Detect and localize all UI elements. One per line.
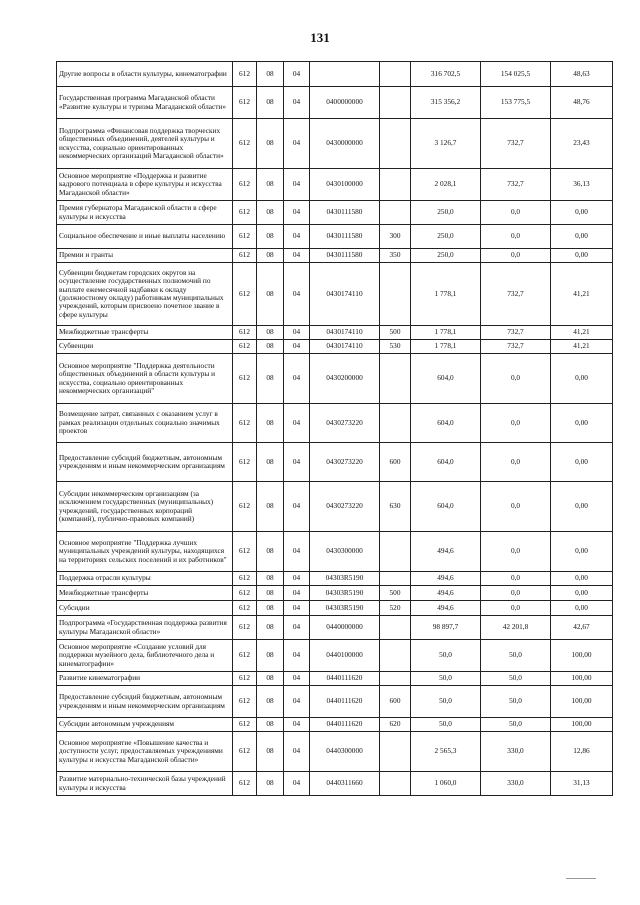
row-subsection-cell: 04 bbox=[284, 119, 310, 169]
row-subsection-cell: 04 bbox=[284, 616, 310, 640]
row-grbs-cell: 612 bbox=[233, 616, 257, 640]
row-target-article-cell: 04303R5190 bbox=[310, 586, 380, 601]
table-row bbox=[57, 119, 613, 169]
row-approved-amount-cell: 315 356,2 bbox=[411, 87, 481, 119]
row-target-article-cell: 0430111580 bbox=[310, 249, 380, 263]
row-executed-amount-cell: 50,0 bbox=[481, 686, 551, 718]
row-section-cell: 08 bbox=[257, 225, 284, 249]
row-approved-amount-cell: 494,6 bbox=[411, 601, 481, 616]
row-expense-type-cell bbox=[380, 354, 411, 404]
row-execution-percent-cell: 0,00 bbox=[551, 201, 613, 225]
row-grbs-cell: 612 bbox=[233, 772, 257, 796]
row-name-cell: Основное мероприятие «Создание условий для поддержки музейного дела, библиотечного дела и кинематографии» bbox=[57, 640, 233, 672]
row-approved-amount-cell: 3 126,7 bbox=[411, 119, 481, 169]
row-expense-type-cell bbox=[380, 87, 411, 119]
row-target-article-cell: 0430174110 bbox=[310, 340, 380, 354]
row-name-cell: Субсидии некоммерческим организациям (за исключением государственных (муниципальных) учреждений, государственных корпораций (компаний), публично-правовых компаний) bbox=[57, 482, 233, 532]
row-name-cell: Государственная программа Магаданской области «Развитие культуры и туризма Магаданской области» bbox=[57, 87, 233, 119]
row-approved-amount-cell: 250,0 bbox=[411, 225, 481, 249]
row-subsection-cell: 04 bbox=[284, 532, 310, 572]
row-executed-amount-cell: 0,0 bbox=[481, 201, 551, 225]
row-target-article-cell: 0430273220 bbox=[310, 482, 380, 532]
row-name-cell: Основное мероприятие «Повышение качества и доступности услуг, предоставляемых учреждениями культуры и искусства Магаданской области» bbox=[57, 732, 233, 772]
row-section-cell: 08 bbox=[257, 354, 284, 404]
row-executed-amount-cell: 732,7 bbox=[481, 340, 551, 354]
row-name-cell: Основное мероприятие "Поддержка деятельности общественных объединений в области культуры и искусства, социально ориентированных некоммерческих организаций" bbox=[57, 354, 233, 404]
row-name-cell: Развитие материально-технической базы учреждений культуры и искусства bbox=[57, 772, 233, 796]
table-row bbox=[57, 249, 613, 263]
row-subsection-cell: 04 bbox=[284, 718, 310, 732]
row-executed-amount-cell: 0,0 bbox=[481, 482, 551, 532]
row-expense-type-cell bbox=[380, 201, 411, 225]
row-name-cell: Межбюджетные трансферты bbox=[57, 586, 233, 601]
row-expense-type-cell: 300 bbox=[380, 225, 411, 249]
row-section-cell: 08 bbox=[257, 340, 284, 354]
row-grbs-cell: 612 bbox=[233, 718, 257, 732]
row-target-article-cell: 0430273220 bbox=[310, 443, 380, 482]
row-section-cell: 08 bbox=[257, 772, 284, 796]
row-executed-amount-cell: 330,0 bbox=[481, 772, 551, 796]
row-subsection-cell: 04 bbox=[284, 169, 310, 201]
row-expense-type-cell: 620 bbox=[380, 718, 411, 732]
row-target-article-cell: 0430111580 bbox=[310, 225, 380, 249]
row-executed-amount-cell: 330,0 bbox=[481, 732, 551, 772]
row-target-article-cell bbox=[310, 62, 380, 87]
table-row bbox=[57, 732, 613, 772]
row-execution-percent-cell: 36,13 bbox=[551, 169, 613, 201]
row-executed-amount-cell: 0,0 bbox=[481, 443, 551, 482]
row-section-cell: 08 bbox=[257, 616, 284, 640]
row-grbs-cell: 612 bbox=[233, 119, 257, 169]
row-target-article-cell: 0430111580 bbox=[310, 201, 380, 225]
row-expense-type-cell bbox=[380, 572, 411, 586]
row-subsection-cell: 04 bbox=[284, 443, 310, 482]
row-expense-type-cell: 500 bbox=[380, 326, 411, 340]
row-subsection-cell: 04 bbox=[284, 87, 310, 119]
row-expense-type-cell bbox=[380, 672, 411, 686]
table-row bbox=[57, 62, 613, 87]
row-approved-amount-cell: 604,0 bbox=[411, 354, 481, 404]
row-approved-amount-cell: 494,6 bbox=[411, 572, 481, 586]
row-name-cell: Премия губернатора Магаданской области в сфере культуры и искусства bbox=[57, 201, 233, 225]
row-grbs-cell: 612 bbox=[233, 169, 257, 201]
row-execution-percent-cell: 0,00 bbox=[551, 482, 613, 532]
table-row bbox=[57, 686, 613, 718]
row-expense-type-cell bbox=[380, 404, 411, 443]
row-executed-amount-cell: 0,0 bbox=[481, 532, 551, 572]
row-subsection-cell: 04 bbox=[284, 62, 310, 87]
row-approved-amount-cell: 1 778,1 bbox=[411, 263, 481, 326]
row-executed-amount-cell: 153 775,5 bbox=[481, 87, 551, 119]
row-subsection-cell: 04 bbox=[284, 482, 310, 532]
row-execution-percent-cell: 23,43 bbox=[551, 119, 613, 169]
row-executed-amount-cell: 0,0 bbox=[481, 404, 551, 443]
row-target-article-cell: 0440311660 bbox=[310, 772, 380, 796]
row-section-cell: 08 bbox=[257, 169, 284, 201]
scan-mark bbox=[566, 878, 596, 879]
row-target-article-cell: 0430300000 bbox=[310, 532, 380, 572]
table-row bbox=[57, 169, 613, 201]
row-executed-amount-cell: 0,0 bbox=[481, 249, 551, 263]
row-executed-amount-cell: 154 025,5 bbox=[481, 62, 551, 87]
row-section-cell: 08 bbox=[257, 263, 284, 326]
row-subsection-cell: 04 bbox=[284, 672, 310, 686]
row-execution-percent-cell: 0,00 bbox=[551, 572, 613, 586]
row-section-cell: 08 bbox=[257, 443, 284, 482]
budget-table-body bbox=[57, 62, 613, 796]
row-section-cell: 08 bbox=[257, 732, 284, 772]
row-subsection-cell: 04 bbox=[284, 354, 310, 404]
row-section-cell: 08 bbox=[257, 62, 284, 87]
row-approved-amount-cell: 494,6 bbox=[411, 586, 481, 601]
row-grbs-cell: 612 bbox=[233, 686, 257, 718]
row-name-cell: Поддержка отрасли культуры bbox=[57, 572, 233, 586]
row-target-article-cell: 0440100000 bbox=[310, 640, 380, 672]
row-name-cell: Межбюджетные трансферты bbox=[57, 326, 233, 340]
row-target-article-cell: 0430273220 bbox=[310, 404, 380, 443]
row-grbs-cell: 612 bbox=[233, 443, 257, 482]
row-grbs-cell: 612 bbox=[233, 672, 257, 686]
row-grbs-cell: 612 bbox=[233, 404, 257, 443]
row-execution-percent-cell: 41,21 bbox=[551, 326, 613, 340]
row-target-article-cell: 04303R5190 bbox=[310, 601, 380, 616]
row-execution-percent-cell: 0,00 bbox=[551, 532, 613, 572]
row-grbs-cell: 612 bbox=[233, 62, 257, 87]
table-row bbox=[57, 672, 613, 686]
row-grbs-cell: 612 bbox=[233, 87, 257, 119]
row-approved-amount-cell: 50,0 bbox=[411, 672, 481, 686]
row-section-cell: 08 bbox=[257, 532, 284, 572]
row-grbs-cell: 612 bbox=[233, 640, 257, 672]
row-grbs-cell: 612 bbox=[233, 225, 257, 249]
row-target-article-cell: 0440111620 bbox=[310, 718, 380, 732]
table-row bbox=[57, 718, 613, 732]
row-approved-amount-cell: 494,6 bbox=[411, 532, 481, 572]
table-row bbox=[57, 601, 613, 616]
table-row bbox=[57, 201, 613, 225]
row-subsection-cell: 04 bbox=[284, 572, 310, 586]
row-subsection-cell: 04 bbox=[284, 201, 310, 225]
row-section-cell: 08 bbox=[257, 404, 284, 443]
row-expense-type-cell bbox=[380, 640, 411, 672]
row-expense-type-cell bbox=[380, 772, 411, 796]
row-approved-amount-cell: 604,0 bbox=[411, 482, 481, 532]
row-name-cell: Развитие кинематографии bbox=[57, 672, 233, 686]
row-subsection-cell: 04 bbox=[284, 225, 310, 249]
row-name-cell: Предоставление субсидий бюджетным, автономным учреждениям и иным некоммерческим организациям bbox=[57, 443, 233, 482]
row-expense-type-cell bbox=[380, 532, 411, 572]
table-row bbox=[57, 87, 613, 119]
row-section-cell: 08 bbox=[257, 119, 284, 169]
row-execution-percent-cell: 100,00 bbox=[551, 718, 613, 732]
row-target-article-cell: 0430174110 bbox=[310, 326, 380, 340]
row-grbs-cell: 612 bbox=[233, 732, 257, 772]
row-subsection-cell: 04 bbox=[284, 249, 310, 263]
row-target-article-cell: 0440300000 bbox=[310, 732, 380, 772]
table-row bbox=[57, 616, 613, 640]
row-name-cell: Субвенции bbox=[57, 340, 233, 354]
row-subsection-cell: 04 bbox=[284, 263, 310, 326]
table-row bbox=[57, 532, 613, 572]
row-approved-amount-cell: 250,0 bbox=[411, 201, 481, 225]
row-execution-percent-cell: 48,76 bbox=[551, 87, 613, 119]
row-execution-percent-cell: 31,13 bbox=[551, 772, 613, 796]
row-expense-type-cell bbox=[380, 62, 411, 87]
row-approved-amount-cell: 604,0 bbox=[411, 404, 481, 443]
row-section-cell: 08 bbox=[257, 249, 284, 263]
row-execution-percent-cell: 42,67 bbox=[551, 616, 613, 640]
row-grbs-cell: 612 bbox=[233, 482, 257, 532]
row-executed-amount-cell: 0,0 bbox=[481, 586, 551, 601]
row-execution-percent-cell: 0,00 bbox=[551, 586, 613, 601]
row-execution-percent-cell: 41,21 bbox=[551, 340, 613, 354]
row-grbs-cell: 612 bbox=[233, 326, 257, 340]
row-expense-type-cell bbox=[380, 169, 411, 201]
row-executed-amount-cell: 732,7 bbox=[481, 119, 551, 169]
table-row bbox=[57, 772, 613, 796]
row-name-cell: Другие вопросы в области культуры, кинематографии bbox=[57, 62, 233, 87]
row-name-cell: Подпрограмма «Финансовая поддержка творческих общественных объединений, деятелей культуры и искусства, социально ориентированных некоммерческих организаций Магаданской области» bbox=[57, 119, 233, 169]
row-section-cell: 08 bbox=[257, 586, 284, 601]
row-expense-type-cell: 600 bbox=[380, 443, 411, 482]
row-expense-type-cell: 350 bbox=[380, 249, 411, 263]
row-execution-percent-cell: 0,00 bbox=[551, 249, 613, 263]
budget-table bbox=[56, 61, 613, 796]
row-expense-type-cell: 630 bbox=[380, 482, 411, 532]
row-execution-percent-cell: 0,00 bbox=[551, 354, 613, 404]
row-target-article-cell: 0440111620 bbox=[310, 672, 380, 686]
row-name-cell: Основное мероприятие "Поддержка лучших муниципальных учреждений культуры, находящихся на территориях сельских поселений и их работников" bbox=[57, 532, 233, 572]
row-expense-type-cell: 500 bbox=[380, 586, 411, 601]
row-executed-amount-cell: 50,0 bbox=[481, 640, 551, 672]
row-name-cell: Социальное обеспечение и иные выплаты населению bbox=[57, 225, 233, 249]
page-number: 131 bbox=[310, 30, 330, 45]
row-executed-amount-cell: 732,7 bbox=[481, 169, 551, 201]
table-row bbox=[57, 263, 613, 326]
row-name-cell: Предоставление субсидий бюджетным, автономным учреждениям и иным некоммерческим организациям bbox=[57, 686, 233, 718]
row-executed-amount-cell: 0,0 bbox=[481, 354, 551, 404]
row-executed-amount-cell: 50,0 bbox=[481, 672, 551, 686]
row-target-article-cell: 0430000000 bbox=[310, 119, 380, 169]
row-section-cell: 08 bbox=[257, 640, 284, 672]
row-section-cell: 08 bbox=[257, 201, 284, 225]
row-approved-amount-cell: 604,0 bbox=[411, 443, 481, 482]
row-execution-percent-cell: 0,00 bbox=[551, 225, 613, 249]
row-executed-amount-cell: 732,7 bbox=[481, 326, 551, 340]
row-subsection-cell: 04 bbox=[284, 326, 310, 340]
row-approved-amount-cell: 1 060,0 bbox=[411, 772, 481, 796]
row-approved-amount-cell: 1 778,1 bbox=[411, 326, 481, 340]
row-target-article-cell: 0440111620 bbox=[310, 686, 380, 718]
row-name-cell: Подпрограмма «Государственная поддержка развития культуры Магаданской области» bbox=[57, 616, 233, 640]
row-subsection-cell: 04 bbox=[284, 340, 310, 354]
row-execution-percent-cell: 0,00 bbox=[551, 404, 613, 443]
row-execution-percent-cell: 48,63 bbox=[551, 62, 613, 87]
row-grbs-cell: 612 bbox=[233, 201, 257, 225]
row-target-article-cell: 0430200000 bbox=[310, 354, 380, 404]
row-name-cell: Субвенции бюджетам городских округов на осуществление государственных полномочий по выплате ежемесячной надбавки к окладу (должностному окладу) работникам муниципальных учреждений, которым присвоено почетное звание в сфере культуры bbox=[57, 263, 233, 326]
table-row bbox=[57, 586, 613, 601]
row-grbs-cell: 612 bbox=[233, 340, 257, 354]
row-executed-amount-cell: 42 201,8 bbox=[481, 616, 551, 640]
row-target-article-cell: 0430174110 bbox=[310, 263, 380, 326]
row-execution-percent-cell: 100,00 bbox=[551, 640, 613, 672]
row-approved-amount-cell: 50,0 bbox=[411, 640, 481, 672]
table-row bbox=[57, 443, 613, 482]
row-grbs-cell: 612 bbox=[233, 532, 257, 572]
table-row bbox=[57, 404, 613, 443]
row-target-article-cell: 0440000000 bbox=[310, 616, 380, 640]
row-expense-type-cell bbox=[380, 732, 411, 772]
row-approved-amount-cell: 98 897,7 bbox=[411, 616, 481, 640]
row-name-cell: Основное мероприятие «Поддержка и развитие кадрового потенциала в сфере культуры и искусства Магаданской области» bbox=[57, 169, 233, 201]
row-grbs-cell: 612 bbox=[233, 572, 257, 586]
row-executed-amount-cell: 0,0 bbox=[481, 225, 551, 249]
table-row bbox=[57, 326, 613, 340]
row-grbs-cell: 612 bbox=[233, 586, 257, 601]
row-expense-type-cell: 600 bbox=[380, 686, 411, 718]
row-approved-amount-cell: 1 778,1 bbox=[411, 340, 481, 354]
row-target-article-cell: 0400000000 bbox=[310, 87, 380, 119]
row-grbs-cell: 612 bbox=[233, 354, 257, 404]
row-subsection-cell: 04 bbox=[284, 404, 310, 443]
row-executed-amount-cell: 0,0 bbox=[481, 572, 551, 586]
row-subsection-cell: 04 bbox=[284, 601, 310, 616]
row-expense-type-cell bbox=[380, 119, 411, 169]
row-executed-amount-cell: 732,7 bbox=[481, 263, 551, 326]
row-execution-percent-cell: 100,00 bbox=[551, 686, 613, 718]
row-approved-amount-cell: 2 028,1 bbox=[411, 169, 481, 201]
row-subsection-cell: 04 bbox=[284, 686, 310, 718]
row-expense-type-cell bbox=[380, 616, 411, 640]
row-name-cell: Субсидии автономным учреждениям bbox=[57, 718, 233, 732]
row-expense-type-cell bbox=[380, 263, 411, 326]
table-row bbox=[57, 354, 613, 404]
row-execution-percent-cell: 0,00 bbox=[551, 443, 613, 482]
table-row bbox=[57, 572, 613, 586]
row-approved-amount-cell: 50,0 bbox=[411, 718, 481, 732]
table-row bbox=[57, 482, 613, 532]
table-row bbox=[57, 225, 613, 249]
row-subsection-cell: 04 bbox=[284, 586, 310, 601]
row-section-cell: 08 bbox=[257, 87, 284, 119]
row-execution-percent-cell: 12,86 bbox=[551, 732, 613, 772]
row-approved-amount-cell: 250,0 bbox=[411, 249, 481, 263]
row-name-cell: Возмещение затрат, связанных с оказанием услуг в рамках реализации отдельных социально значимых проектов bbox=[57, 404, 233, 443]
row-subsection-cell: 04 bbox=[284, 772, 310, 796]
row-grbs-cell: 612 bbox=[233, 601, 257, 616]
row-execution-percent-cell: 0,00 bbox=[551, 601, 613, 616]
table-row bbox=[57, 340, 613, 354]
table-row bbox=[57, 640, 613, 672]
row-section-cell: 08 bbox=[257, 686, 284, 718]
row-grbs-cell: 612 bbox=[233, 249, 257, 263]
row-name-cell: Премии и гранты bbox=[57, 249, 233, 263]
row-execution-percent-cell: 100,00 bbox=[551, 672, 613, 686]
row-expense-type-cell: 530 bbox=[380, 340, 411, 354]
row-section-cell: 08 bbox=[257, 326, 284, 340]
row-target-article-cell: 0430100000 bbox=[310, 169, 380, 201]
row-section-cell: 08 bbox=[257, 672, 284, 686]
row-subsection-cell: 04 bbox=[284, 732, 310, 772]
row-grbs-cell: 612 bbox=[233, 263, 257, 326]
row-approved-amount-cell: 2 565,3 bbox=[411, 732, 481, 772]
row-name-cell: Субсидии bbox=[57, 601, 233, 616]
row-executed-amount-cell: 0,0 bbox=[481, 601, 551, 616]
row-section-cell: 08 bbox=[257, 601, 284, 616]
row-approved-amount-cell: 316 702,5 bbox=[411, 62, 481, 87]
row-subsection-cell: 04 bbox=[284, 640, 310, 672]
row-executed-amount-cell: 50,0 bbox=[481, 718, 551, 732]
row-approved-amount-cell: 50,0 bbox=[411, 686, 481, 718]
row-section-cell: 08 bbox=[257, 718, 284, 732]
row-execution-percent-cell: 41,21 bbox=[551, 263, 613, 326]
row-section-cell: 08 bbox=[257, 482, 284, 532]
row-target-article-cell: 04303R5190 bbox=[310, 572, 380, 586]
row-section-cell: 08 bbox=[257, 572, 284, 586]
row-expense-type-cell: 520 bbox=[380, 601, 411, 616]
